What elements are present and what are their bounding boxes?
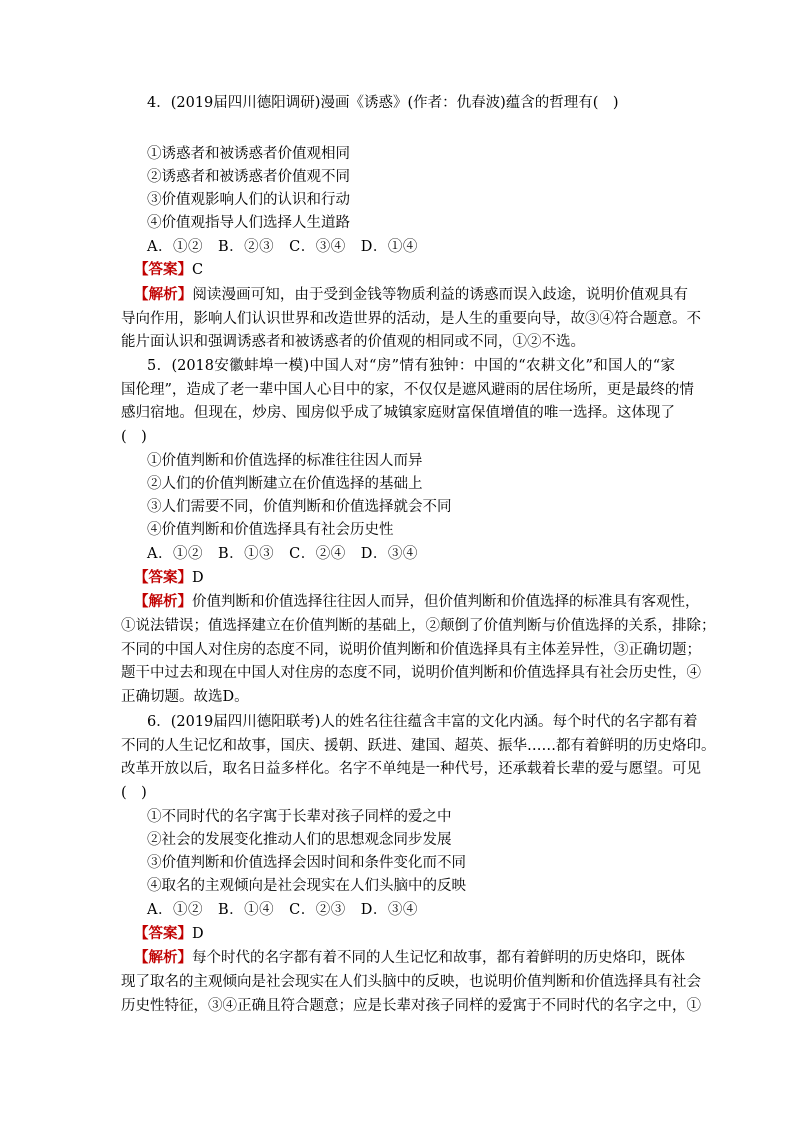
answer-value: D bbox=[192, 926, 204, 942]
analysis-line-1 bbox=[134, 591, 700, 613]
analysis-line-1 bbox=[134, 284, 688, 306]
option-4: ④取名的主观倾向是社会现实在人们头脑中的反映 bbox=[147, 878, 466, 894]
answer-choices: A．①② B．①④ C．②③ D．③④ bbox=[147, 902, 418, 918]
analysis-line-3: 历史性特征，③④正确且符合题意；应是长辈对孩子同样的爱寓于不同时代的名字之中，① bbox=[121, 998, 701, 1014]
analysis-line-3: 不同的中国人对住房的态度不同，说明价值判断和价值选择具有主体差异性，③正确切题； bbox=[121, 642, 701, 658]
option-1: ①不同时代的名字寓于长辈对孩子同样的爱之中 bbox=[147, 809, 452, 825]
answer-value: C bbox=[192, 262, 204, 278]
option-2: ②诱惑者和被诱惑者价值观不同 bbox=[147, 169, 350, 185]
option-4: ④价值观指导人们选择人生道路 bbox=[147, 215, 350, 231]
question-stem-line-2: 国伦理”，造成了老一辈中国人心目中的家，不仅仅是遮风避雨的居住场所，更是最终的情 bbox=[121, 382, 694, 398]
answer-choices: A．①② B．①③ C．②④ D．③④ bbox=[147, 546, 418, 562]
option-2: ②社会的发展变化推动人们的思想观念同步发展 bbox=[147, 832, 452, 848]
question-stem-line-2: 不同的人生记忆和故事，国庆、援朝、跃进、建国、超英、振华……都有着鲜明的历史烙印。 bbox=[121, 738, 716, 754]
option-3: ③价值观影响人们的认识和行动 bbox=[147, 192, 350, 208]
question-stem-line-4: ( ) bbox=[121, 785, 147, 801]
analysis-line-2: 导向作用，影响人们认识世界和改造世界的活动，是人生的重要向导，故③④符合题意。不 bbox=[121, 311, 701, 327]
option-3: ③价值判断和价值选择会因时间和条件变化而不同 bbox=[147, 855, 466, 871]
question-stem-line-1: 5．(2018安徽蚌埠一模)中国人对“房”情有独钟：中国的“农耕文化”和国人的“家 bbox=[147, 358, 675, 374]
analysis-text: 每个时代的名字都有着不同的人生记忆和故事，都有着鲜明的历史烙印，既体 bbox=[192, 950, 685, 966]
answer-line bbox=[134, 923, 204, 945]
analysis-text: 价值判断和价值选择往往因人而异，但价值判断和价值选择的标准具有客观性， bbox=[192, 594, 700, 610]
answer-choices: A．①② B．②③ C．③④ D．①④ bbox=[147, 239, 418, 255]
answer-tag: 【答案】 bbox=[134, 925, 192, 942]
analysis-line-1 bbox=[134, 947, 685, 969]
answer-tag: 【答案】 bbox=[134, 569, 192, 586]
option-1: ①价值判断和价值选择的标准往往因人而异 bbox=[147, 453, 423, 469]
analysis-line-4: 题干中过去和现在中国人对住房的态度不同，说明价值判断和价值选择具有社会历史性，④ bbox=[121, 665, 701, 681]
answer-value: D bbox=[192, 570, 204, 586]
answer-line bbox=[134, 567, 204, 589]
question-stem-line-3: 改革开放以后，取名日益多样化。名字不单纯是一种代号，还承载着长辈的爱与愿望。可见 bbox=[121, 761, 701, 777]
analysis-line-2: ①说法错误；值选择建立在价值判断的基础上，②颠倒了价值判断与价值选择的关系，排除； bbox=[121, 618, 716, 634]
analysis-line-3: 能片面认识和强调诱惑者和被诱惑者的价值观的相同或不同，①②不选。 bbox=[121, 334, 585, 350]
analysis-tag: 【解析】 bbox=[134, 593, 192, 610]
analysis-tag: 【解析】 bbox=[134, 286, 193, 303]
analysis-line-2: 现了取名的主观倾向是社会现实在人们头脑中的反映，也说明价值判断和价值选择具有社会 bbox=[121, 974, 701, 990]
analysis-tag: 【解析】 bbox=[134, 949, 192, 966]
answer-tag: 【答案】 bbox=[134, 261, 192, 278]
question-stem: 4．(2019届四川德阳调研)漫画《诱惑》(作者：仇春波)蕴含的哲理有( ) bbox=[147, 95, 619, 111]
question-stem-line-4: ( ) bbox=[121, 429, 147, 445]
analysis-line-5: 正确切题。故选D。 bbox=[121, 689, 249, 705]
option-1: ①诱惑者和被诱惑者价值观相同 bbox=[147, 146, 350, 162]
question-stem-line-3: 感归宿地。但现在，炒房、囤房似乎成了城镇家庭财富保值增值的唯一选择。这体现了 bbox=[121, 405, 675, 421]
option-3: ③人们需要不同，价值判断和价值选择就会不同 bbox=[147, 499, 452, 515]
option-2: ②人们的价值判断建立在价值选择的基础上 bbox=[147, 476, 423, 492]
answer-line bbox=[134, 259, 203, 281]
analysis-text: 阅读漫画可知，由于受到金钱等物质利益的诱惑而误入歧途，说明价值观具有 bbox=[192, 287, 689, 303]
option-4: ④价值判断和价值选择具有社会历史性 bbox=[147, 522, 394, 538]
question-stem-line-1: 6．(2019届四川德阳联考)人的姓名往往蕴含丰富的文化内涵。每个时代的名字都有着 bbox=[147, 714, 698, 730]
